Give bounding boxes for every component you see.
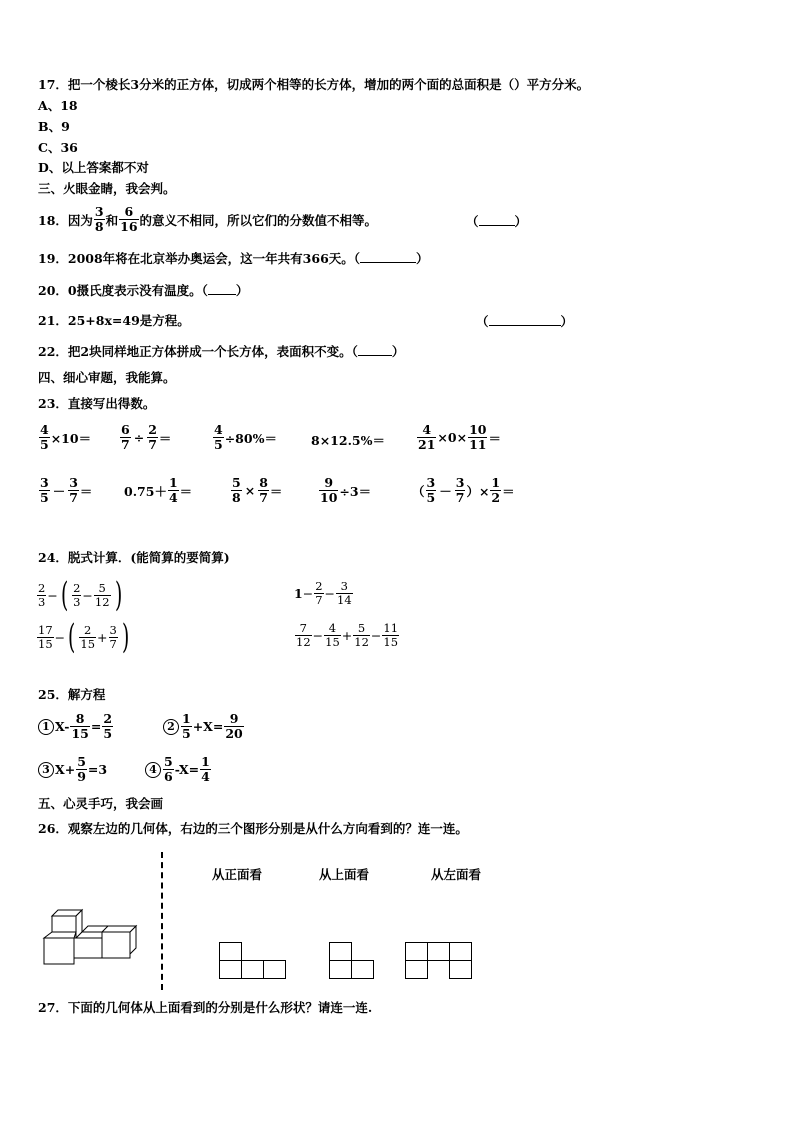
view-shape-2[interactable] bbox=[329, 942, 379, 982]
view-shape-1[interactable] bbox=[219, 942, 289, 982]
q19[interactable]: 19．2008年将在北京举办奥运会，这一年共有366天。（ ） bbox=[38, 251, 429, 266]
q23-r1-item4: 8×12.5%＝ bbox=[311, 433, 385, 448]
q26-solid-figure bbox=[40, 905, 150, 965]
q23-r1-item3: $\frac{4}{5}$ ÷80%＝ bbox=[214, 422, 277, 452]
q23-r2-item3: $\frac{5}{8}$ × $\frac{8}{7}$ ＝ bbox=[232, 475, 283, 505]
q24-expr4: $\frac{7}{12}$ − $\frac{4}{15}$ + $\frac{5}{12}$ − $\frac{11}{15}$ bbox=[296, 621, 399, 649]
q18 bbox=[38, 205, 377, 234]
q24-expr2: 1 − $\frac{2}{7}$ − $\frac{3}{14}$ bbox=[294, 579, 352, 607]
q22[interactable]: 22．把2块同样地正方体拼成一个长方体，表面积不变。（ ） bbox=[38, 344, 405, 359]
view-shape-3[interactable] bbox=[405, 942, 475, 982]
q17-option-c: C、36 bbox=[38, 140, 78, 155]
q18-answer-blank[interactable]: （ ） bbox=[466, 214, 528, 229]
q23-r1-item5: $\frac{4}{21}$ ×0× $\frac{10}{11}$ ＝ bbox=[418, 422, 501, 452]
circled-number: 1 bbox=[38, 719, 54, 735]
q25-eq2: 2 $\frac{1}{5}$ +X= $\frac{9}{20}$ bbox=[163, 712, 245, 741]
q23-r2-item2: 0.75＋ $\frac{1}{4}$ ＝ bbox=[124, 475, 193, 505]
q27-text: 27．下面的几何体从上面看到的分别是什么形状？请连一连. bbox=[38, 1000, 373, 1015]
q23-title: 23．直接写出得数。 bbox=[38, 396, 156, 411]
view-label-front: 从正面看 bbox=[212, 867, 263, 882]
q18-suffix: 的意义不相同，所以它们的分数值不相等。 bbox=[139, 212, 378, 228]
circled-number: 4 bbox=[145, 762, 161, 778]
q23-r1-item2: $\frac{6}{7}$ ÷ $\frac{2}{7}$ ＝ bbox=[121, 422, 172, 452]
q23-r2-item5: （ $\frac{3}{5}$ － $\frac{3}{7}$ ）× $\frac{1}{2}$ ＝ bbox=[412, 475, 515, 505]
view-label-left: 从左面看 bbox=[431, 867, 482, 882]
q19-text: 19．2008年将在北京举办奥运会，这一年共有366天。（ bbox=[38, 251, 361, 266]
q23-r2-item1: $\frac{3}{5}$ － $\frac{3}{7}$ ＝ bbox=[40, 475, 93, 505]
q17-option-d: D、以上答案都不对 bbox=[38, 160, 149, 175]
section-4-heading: 四、细心审题，我能算。 bbox=[38, 370, 176, 385]
circled-number: 2 bbox=[163, 719, 179, 735]
section-3-heading: 三、火眼金睛，我会判。 bbox=[38, 181, 176, 196]
q26-text: 26．观察左边的几何体，右边的三个图形分别是从什么方向看到的？连一连。 bbox=[38, 821, 468, 836]
q24-expr3: $\frac{17}{15}$ − ( $\frac{2}{15}$ + $\frac{3}{7}$ ) bbox=[38, 617, 130, 657]
q18-and: 和 bbox=[105, 212, 119, 228]
q21-answer-blank[interactable]: （ ） bbox=[476, 314, 574, 329]
q17-option-a: A、18 bbox=[38, 98, 78, 113]
q17-stem: 17．把一个棱长3分米的正方体，切成两个相等的长方体，增加的两个面的总面积是（）平方分米。 bbox=[38, 77, 590, 92]
q25-eq1: 1 X- $\frac{8}{15}$ = $\frac{2}{5}$ bbox=[38, 712, 114, 741]
q24-title: 24．脱式计算．(能简算的要简算) bbox=[38, 550, 230, 565]
view-label-top: 从上面看 bbox=[319, 867, 370, 882]
q17-option-b: B、9 bbox=[38, 119, 70, 134]
q20[interactable]: 20．0摄氏度表示没有温度。（ ） bbox=[38, 283, 249, 298]
q23-r1-item1: $\frac{4}{5}$ ×10＝ bbox=[40, 422, 92, 452]
q25-eq3: 3 X+ $\frac{5}{9}$ =3 bbox=[38, 755, 107, 784]
q25-title: 25．解方程 bbox=[38, 687, 106, 702]
q25-eq4: 4 $\frac{5}{6}$ -X= $\frac{1}{4}$ bbox=[145, 755, 212, 784]
q22-text: 22．把2块同样地正方体拼成一个长方体，表面积不变。（ bbox=[38, 344, 358, 359]
q18-prefix: 18．因为 bbox=[38, 212, 93, 228]
q23-r2-item4: $\frac{9}{10}$ ÷3＝ bbox=[320, 475, 372, 505]
q20-text: 20．0摄氏度表示没有温度。（ bbox=[38, 283, 208, 298]
q21-text: 21．25+8x=49是方程。 bbox=[38, 313, 190, 328]
fraction: $\frac{6}{16}$ bbox=[120, 204, 138, 234]
divider-dashed bbox=[161, 852, 163, 990]
q24-expr1: $\frac{2}{3}$ − ( $\frac{2}{3}$ − $\frac{5}{12}$ ) bbox=[38, 575, 122, 615]
circled-number: 3 bbox=[38, 762, 54, 778]
fraction: $\frac{3}{8}$ bbox=[94, 204, 104, 234]
section-5-heading: 五、心灵手巧，我会画 bbox=[38, 796, 164, 811]
